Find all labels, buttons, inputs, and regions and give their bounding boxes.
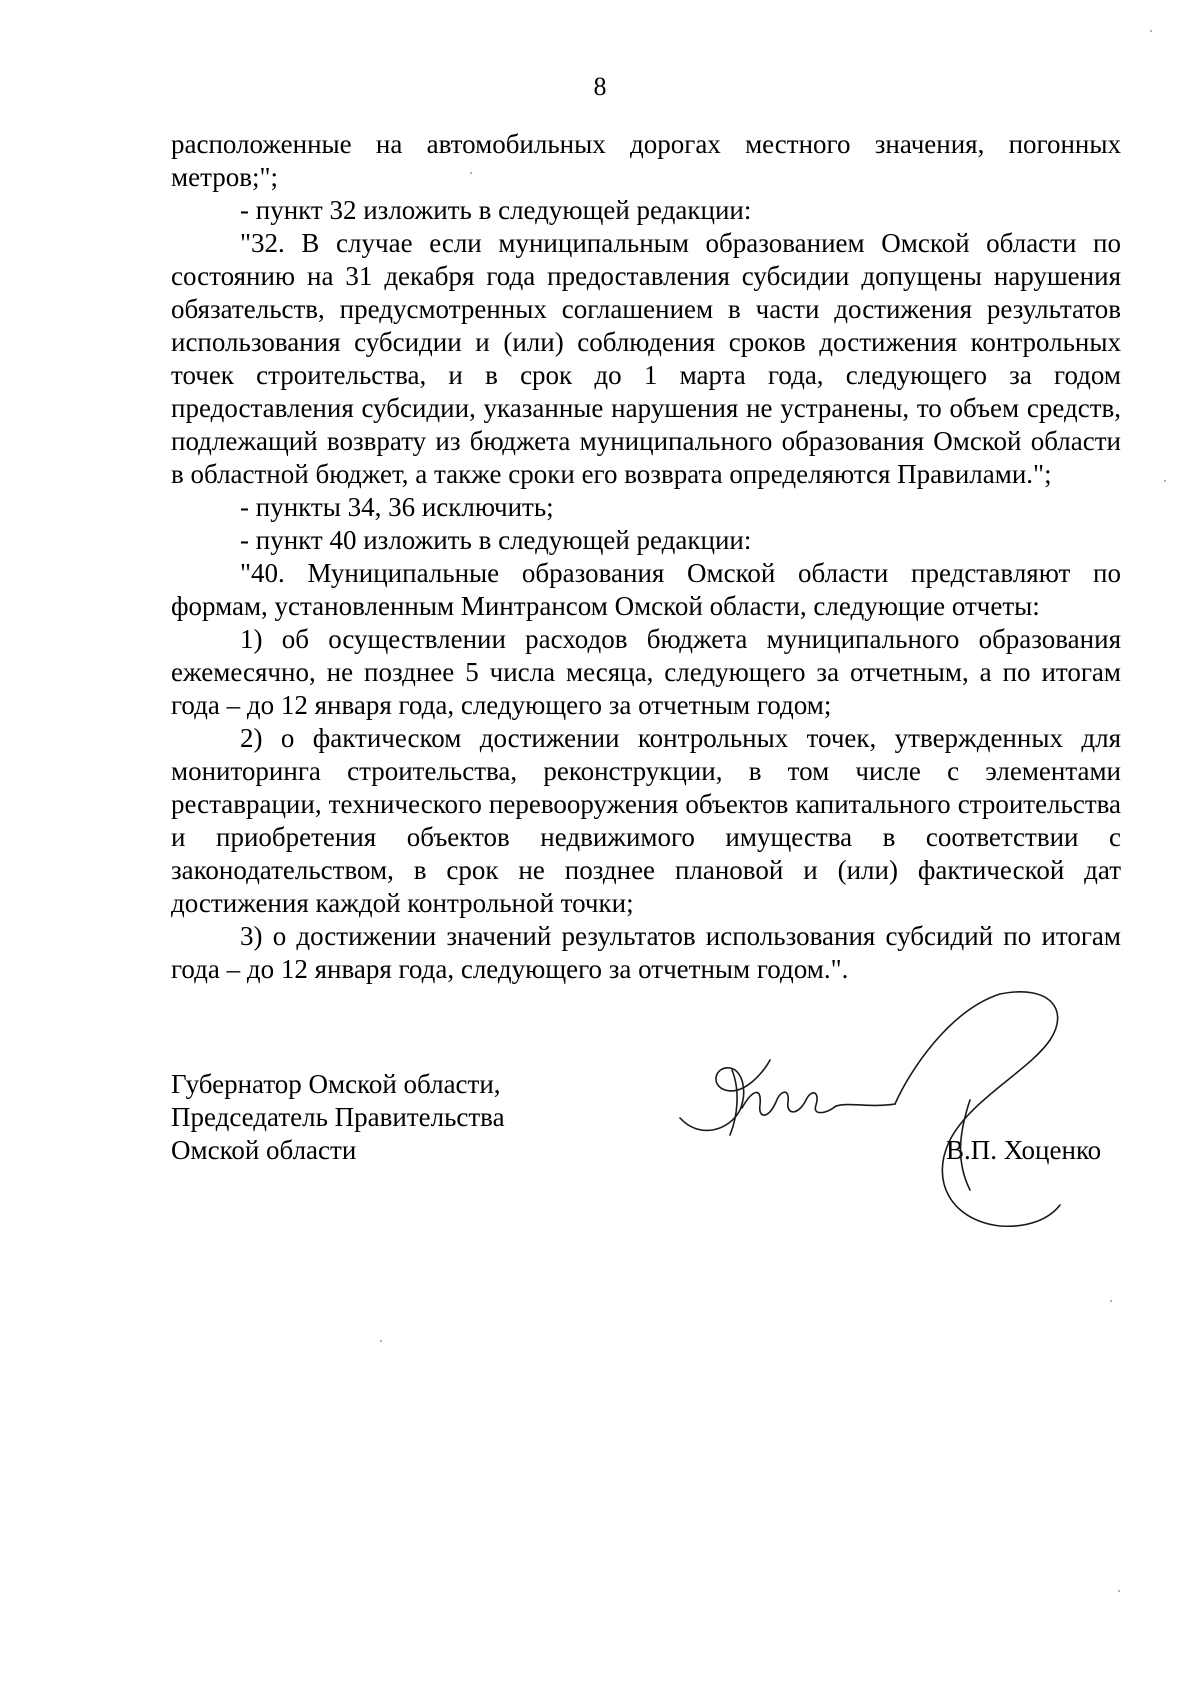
scan-speck [1110, 1300, 1112, 1302]
paragraph: 1) об осуществлении расходов бюджета муниципального образования ежемесячно, не позднее 5 числа месяца, следующего за отчетным, а по итогам года – до 12 января года, следующего за отчетным годом; [171, 624, 1121, 720]
signatory-title-line: Омской области [171, 1135, 357, 1165]
paragraph: 2) о фактическом достижении контрольных точек, утвержденных для мониторинга строительства, реконструкции, в том числе с элементами реставрации, технического перевооружения объектов капитального строительства и приобретения объектов недвижимого имущества в соответствии с законодательством, в срок не позднее плановой и (или) фактической дат достижения каждой контрольной точки; [171, 723, 1121, 918]
signatory-title [171, 1068, 505, 1167]
paragraph: - пункт 40 изложить в следующей редакции: [240, 525, 752, 555]
handwritten-signature [670, 990, 1130, 1230]
scan-speck [380, 1340, 382, 1342]
scan-speck [1164, 480, 1166, 482]
signatory-title-line: Губернатор Омской области, [171, 1069, 501, 1099]
signatory-title-line: Председатель Правительства [171, 1102, 505, 1132]
paragraph: 3) о достижении значений результатов использования субсидий по итогам года – до 12 января года, следующего за отчетным годом.". [171, 921, 1121, 984]
paragraph: - пункты 34, 36 исключить; [240, 492, 554, 522]
document-body [171, 128, 1121, 986]
paragraph: - пункт 32 изложить в следующей редакции: [240, 195, 752, 225]
signer-name: В.П. Хоценко [946, 1135, 1102, 1165]
page-number: 8 [593, 72, 607, 101]
scan-speck [1150, 30, 1152, 32]
scan-speck [470, 172, 472, 174]
paragraph: расположенные на автомобильных дорогах местного значения, погонных метров;"; [171, 129, 1121, 192]
paragraph: "32. В случае если муниципальным образованием Омской области по состоянию на 31 декабря года предоставления субсидии допущены нарушения обязательств, предусмотренных соглашением в части достижения результатов использования субсидии и (или) соблюдения сроков достижения контрольных точек строительства, и в срок до 1 марта года, следующего за годом предоставления субсидии, указанные нарушения не устранены, то объем средств, подлежащий возврату из бюджета муниципального образования Омской области в областной бюджет, а также сроки его возврата определяются Правилами."; [171, 228, 1121, 489]
scan-speck [1118, 1590, 1120, 1592]
paragraph: "40. Муниципальные образования Омской области представляют по формам, установленным Минтрансом Омской области, следующие отчеты: [171, 558, 1121, 621]
